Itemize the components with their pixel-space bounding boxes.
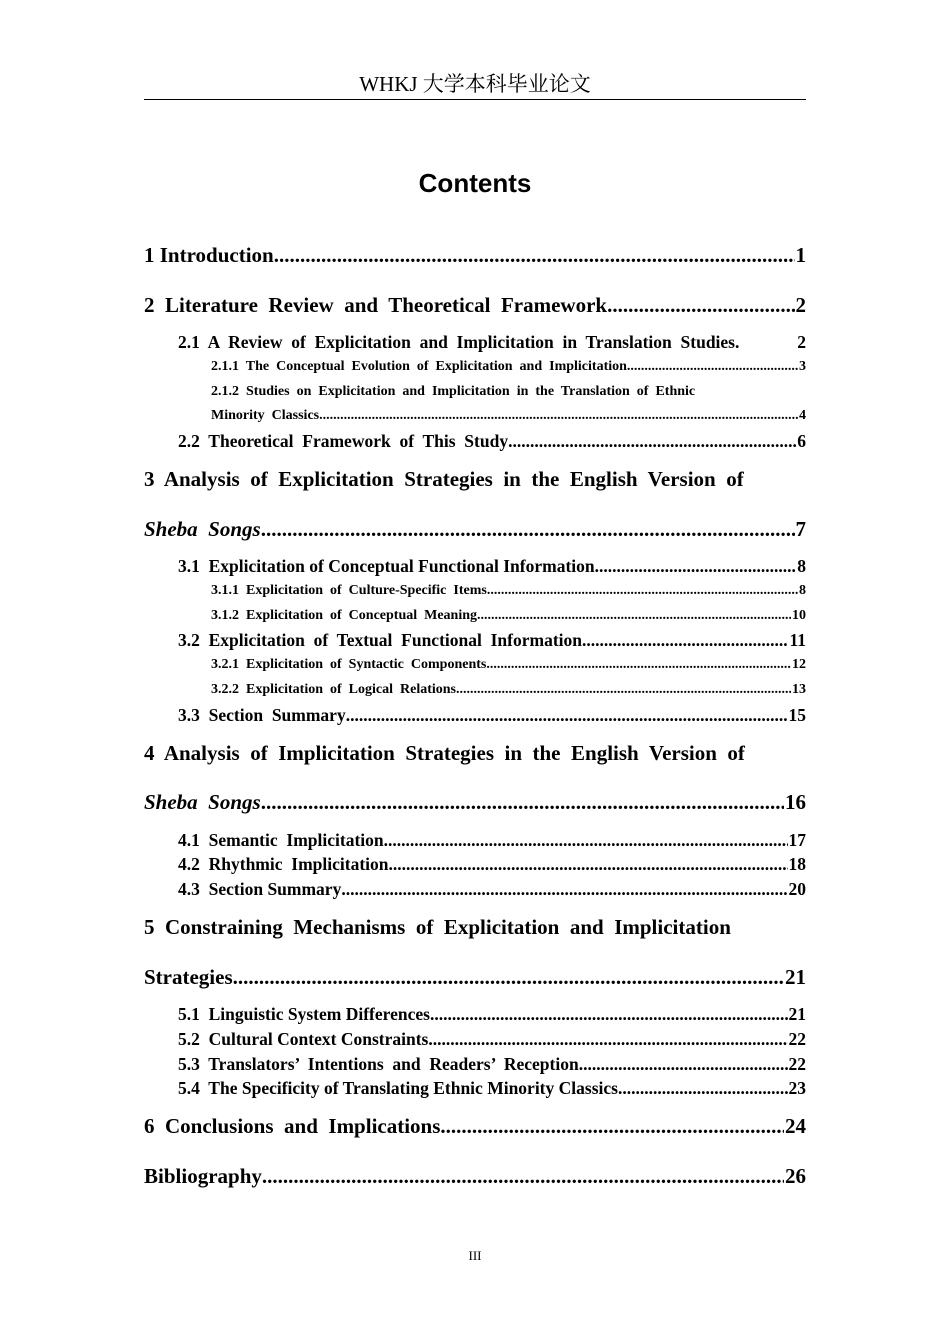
toc-entry-3-1-2[interactable] [211, 608, 806, 624]
toc-entry-page: 7 [795, 517, 806, 541]
toc-entry-title: 3 Analysis of Explicitation Strategies in the English Version of [144, 467, 744, 491]
leader-dots [487, 583, 798, 599]
toc-entry-title: 2.1 A Review of Explicitation and Implicitation in Translation Studies. [178, 332, 740, 352]
toc-entry-3-1-1[interactable] [211, 583, 806, 599]
toc-entry-3-1[interactable] [178, 556, 806, 577]
toc-entry-title: 4 Analysis of Implicitation Strategies in the English Version of [144, 741, 745, 765]
toc-entry-page: 2 [797, 332, 806, 352]
toc-entry-title: 4.3 Section Summary [178, 879, 342, 899]
toc-entry-1[interactable] [144, 243, 806, 268]
toc-entry-title: 3.2 Explicitation of Textual Functional Information [178, 630, 582, 650]
leader-dots [341, 879, 787, 900]
toc-entry-page: 22 [788, 1029, 806, 1049]
toc-entry-title: 3.1.1 Explicitation of Culture-Specific Items [211, 583, 487, 598]
toc-entry-page: 16 [785, 790, 806, 814]
toc-entry-page: 6 [797, 431, 806, 451]
toc-entry-page: 2 [795, 293, 806, 317]
toc-entry-page: 8 [797, 556, 806, 576]
toc-entry-5[interactable] [144, 965, 806, 990]
leader-dots [319, 408, 798, 424]
toc-entry-3-line1[interactable] [144, 467, 806, 492]
toc-entry-page: 18 [788, 854, 806, 874]
toc-entry-title: 1 Introduction [144, 243, 274, 267]
leader-dots [627, 359, 798, 375]
toc-entry-title: 2.1.1 The Conceptual Evolution of Explicitation and Implicitation [211, 359, 627, 374]
header-rule [144, 99, 806, 100]
toc-entry-page: 15 [788, 705, 806, 725]
toc-entry-page: 21 [785, 965, 806, 989]
leader-dots [346, 705, 788, 726]
toc-entry-page: 12 [792, 657, 806, 672]
toc-entry-page: 23 [788, 1078, 806, 1098]
leader-dots [233, 965, 784, 990]
toc-entry-page: 10 [792, 608, 806, 623]
leader-dots [595, 556, 797, 577]
toc-entry-2[interactable] [144, 293, 806, 318]
toc-entry-page: 13 [792, 682, 806, 697]
toc-entry-2-1[interactable] [178, 332, 806, 353]
toc-entry-title: 6 Conclusions and Implications [144, 1114, 441, 1138]
toc-entry-page: 8 [799, 583, 806, 598]
toc-entry-3-2-2[interactable] [211, 682, 806, 698]
toc-entry-3[interactable] [144, 517, 806, 542]
toc-entry-page: 3 [799, 359, 806, 374]
leader-dots [582, 630, 788, 651]
toc-entry-title: 3.1.2 Explicitation of Conceptual Meaning [211, 608, 478, 623]
page-title: Contents [418, 168, 532, 198]
leader-dots [430, 1004, 788, 1025]
toc-entry-page: 1 [795, 243, 806, 267]
toc-entry-page: 4 [799, 408, 806, 423]
toc-entry-title: 5.1 Linguistic System Differences [178, 1004, 430, 1024]
toc-entry-4-3[interactable] [178, 879, 806, 900]
leader-dots [486, 657, 791, 673]
leader-dots [618, 1078, 788, 1099]
leader-dots [262, 1164, 784, 1189]
toc-entry-title: Minority Classics [211, 408, 320, 423]
leader-dots [456, 682, 791, 698]
toc-entry-title: Strategies [144, 965, 233, 989]
toc-entry-bibliography[interactable] [144, 1164, 806, 1189]
toc-entry-page: 21 [788, 1004, 806, 1024]
toc-entry-page: 24 [785, 1114, 806, 1138]
toc-entry-page: 17 [788, 830, 806, 850]
toc-entry-4-1[interactable] [178, 830, 806, 851]
toc-entry-5-2[interactable] [178, 1029, 806, 1050]
leader-dots [607, 293, 794, 318]
toc-entry-title: 5.3 Translators’ Intentions and Readers’ Reception [178, 1054, 579, 1074]
leader-dots [389, 854, 788, 875]
toc-entry-6[interactable] [144, 1114, 806, 1139]
toc-entry-5-1[interactable] [178, 1004, 806, 1025]
toc-entry-title: 5.2 Cultural Context Constraints [178, 1029, 429, 1049]
leader-dots [384, 830, 788, 851]
toc-entry-page: 26 [785, 1164, 806, 1188]
toc-entry-title: Sheba Songs [144, 517, 261, 541]
toc-entry-2-1-1[interactable] [211, 359, 806, 375]
toc-entry-5-line1[interactable] [144, 915, 806, 940]
toc-entry-3-3[interactable] [178, 705, 806, 726]
toc-entry-title: 5 Constraining Mechanisms of Explicitation and Implicitation [144, 915, 731, 939]
toc-entry-2-2[interactable] [178, 431, 806, 452]
toc-entry-page: 22 [788, 1054, 806, 1074]
toc-entry-5-4[interactable] [178, 1078, 806, 1099]
toc-entry-title: Sheba Songs [144, 790, 261, 814]
toc-entry-title: 3.2.2 Explicitation of Logical Relations [211, 682, 456, 697]
toc-entry-title: 2 Literature Review and Theoretical Framework [144, 293, 608, 317]
page-number: III [468, 1248, 482, 1263]
toc-entry-title: Bibliography [144, 1164, 262, 1188]
toc-entry-title: 3.2.1 Explicitation of Syntactic Components [211, 657, 487, 672]
running-header: WHKJ 大学本科毕业论文 [359, 72, 591, 96]
toc-entry-3-2[interactable] [178, 630, 806, 651]
leader-dots [477, 608, 791, 624]
leader-dots [261, 790, 784, 815]
toc-entry-4-line1[interactable] [144, 741, 806, 766]
toc-entry-title: 3.1 Explicitation of Conceptual Functional Information [178, 556, 595, 576]
toc-entry-title: 5.4 The Specificity of Translating Ethnic Minority Classics [178, 1078, 618, 1098]
leader-dots [261, 517, 795, 542]
toc-entry-2-1-2[interactable] [211, 408, 806, 424]
toc-entry-5-3[interactable] [178, 1054, 806, 1075]
toc-entry-title: 2.2 Theoretical Framework of This Study [178, 431, 509, 451]
toc-entry-title: 2.1.2 Studies on Explicitation and Implicitation in the Translation of Ethnic [211, 384, 696, 399]
toc-entry-2-1-2-line1[interactable] [211, 384, 806, 400]
toc-entry-3-2-1[interactable] [211, 657, 806, 673]
toc-entry-page: 11 [789, 630, 806, 650]
toc-entry-page: 20 [788, 879, 806, 899]
leader-dots [428, 1029, 787, 1050]
toc-entry-title: 4.2 Rhythmic Implicitation [178, 854, 389, 874]
toc-entry-title: 3.3 Section Summary [178, 705, 346, 725]
toc-entry-title: 4.1 Semantic Implicitation [178, 830, 384, 850]
leader-dots [274, 243, 795, 268]
toc-entry-4-2[interactable] [178, 854, 806, 875]
toc-entry-4[interactable] [144, 790, 806, 815]
leader-dots [508, 431, 796, 452]
leader-dots [440, 1114, 784, 1139]
leader-dots [579, 1054, 788, 1075]
